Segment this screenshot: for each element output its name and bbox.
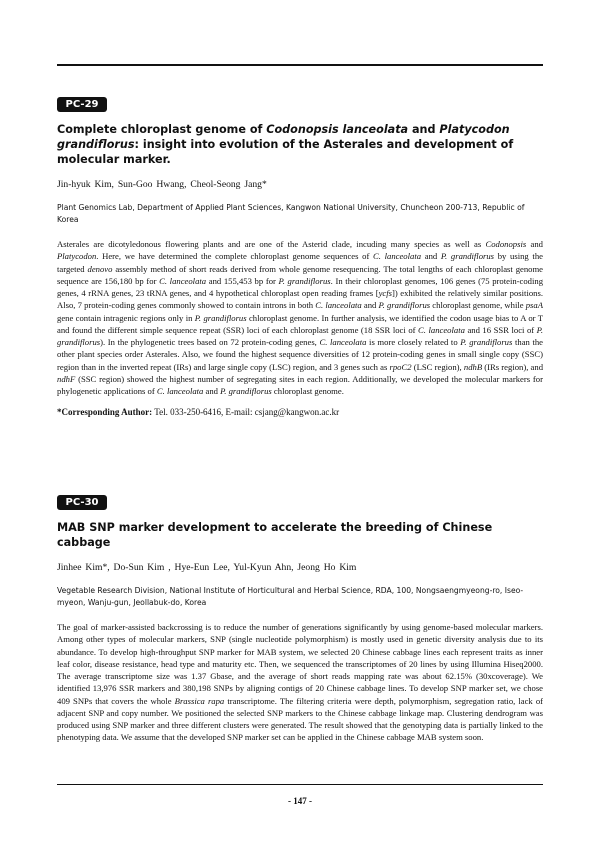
abstract-title bbox=[57, 122, 543, 167]
text-run: (IRs region), and bbox=[482, 361, 544, 372]
text-run: . In their chloroplast genomes, 106 genes (75 protein-coding genes, 4 rRNA genes, 23 tRNA genes, and 4 hypothetical chloroplast open reading frames [ bbox=[57, 275, 544, 298]
corresponding-author-label: *Corresponding Author: bbox=[57, 407, 153, 418]
italic-term: ycfs bbox=[378, 288, 392, 298]
italic-term: ndhF bbox=[57, 373, 76, 384]
text-run: chloroplast genome. bbox=[271, 386, 344, 396]
text-run: MAB SNP marker development to accelerate the breeding of Chinese cabbage bbox=[57, 521, 493, 549]
text-run: (SSC region) showed the highest number of segregating sites in each region. Additionally, we developed the molecular markers for phylogenetic applications of bbox=[57, 373, 543, 396]
text-run: chloroplast genome, while bbox=[430, 300, 526, 311]
bottom-rule bbox=[57, 784, 543, 785]
italic-term: C. lanceolata bbox=[418, 324, 465, 335]
text-run: is more closely related to bbox=[366, 337, 461, 347]
corresponding-author-contact: Tel. 033-250-6416, E-mail: csjang@kangwon.ac.kr bbox=[154, 407, 340, 418]
abstract-authors: Jin-hyuk Kim, Sun-Goo Hwang, Cheol-Seong Jang* bbox=[57, 179, 267, 190]
italic-term: denovo bbox=[87, 263, 113, 274]
italic-term: Codonopsis lanceolata bbox=[266, 123, 409, 136]
text-run: Asterales are dicotyledonous flowering plants and are one of the Asterid clade, incuding many species as well as bbox=[57, 239, 486, 249]
corresponding-author bbox=[57, 407, 543, 417]
text-run: by using the targeted bbox=[57, 251, 543, 274]
text-run: chloroplast genome. In further analysis, we identified the codon usage bias to A or T and found the different simple sequence repeat (SSR) loci of each chloroplast genome (18 SSR loci of bbox=[57, 312, 543, 335]
top-rule bbox=[57, 64, 543, 66]
italic-term: Brassica rapa bbox=[174, 695, 225, 706]
abstract-authors: Jinhee Kim*, Do-Sun Kim , Hye-Eun Lee, Yul-Kyun Ahn, Jeong Ho Kim bbox=[57, 562, 357, 573]
italic-term: P. grandiflorus bbox=[440, 251, 495, 262]
abstract-affiliation: Plant Genomics Lab, Department of Applied Plant Sciences, Kangwon National University, Chuncheon 200-713, Republic of Korea bbox=[57, 203, 525, 224]
abstract-affiliation: Vegetable Research Division, National Institute of Horticultural and Herbal Science, RDA, 100, Nongsaengmyeong-ro, Iseo-myeon, Wanju-gun, Jeollabuk-do, Korea bbox=[57, 586, 524, 607]
text-run: gene contain intragenic regions only in bbox=[57, 312, 195, 323]
italic-term: P. grandiflorus bbox=[220, 386, 272, 396]
italic-term: Platycodon grandiflorus bbox=[57, 123, 510, 151]
italic-term: P. grandiflorus bbox=[194, 312, 247, 323]
abstract-code-badge: PC-29 bbox=[57, 97, 107, 112]
italic-term: C. lanceolata bbox=[156, 386, 204, 396]
italic-term: ndhB bbox=[463, 361, 483, 372]
italic-term: P. grandiflorus bbox=[57, 324, 543, 347]
text-run: (LSC region), bbox=[411, 361, 464, 372]
text-run: ). In the phylogenetic trees based on 72 protein-coding genes, bbox=[100, 337, 320, 347]
abstract-body bbox=[57, 238, 543, 397]
text-run: and bbox=[203, 386, 221, 396]
text-run: and bbox=[526, 239, 543, 249]
text-run: The goal of marker-assisted backcrossing is to reduce the number of generations significantly by using genome-based molecular markers. Among other types of molecular markers, SNP (single nucleotide polymorphism) is mostly used in genetic diversity analysis due to its abundance. To develop high-throughput SNP marker for MAB system, we selected 20 Chinese cabbage lines each represent traits as inner leaf color, disease resistance, head type and maturity etc. Then, we sequenced the transcriptomes of 20 lines by using Illumina Hiseq2000. The average transcriptome size was 1.37 Gbase, and the average of short reads mapping rate was about 62.15% (30xcoverage). We identified 13,976 SSR markers and 380,198 SNPs by aligning contigs of 20 Chinese cabbage lines. To develop SNP marker set, we chose 409 SNPs that covers the whole bbox=[57, 622, 543, 706]
italic-term: C. lanceolata bbox=[373, 251, 422, 262]
italic-term: Platycodon bbox=[57, 251, 97, 262]
italic-term: P. grandiflorus bbox=[278, 275, 331, 286]
text-run: Complete chloroplast genome of bbox=[57, 123, 267, 136]
text-run: and 16 SSR loci of bbox=[464, 324, 537, 335]
text-run: and bbox=[408, 123, 440, 136]
italic-term: C. lanceolata bbox=[319, 337, 367, 347]
text-run: ]) exhibited the relatively similar positions. Also, 7 protein-coding genes commonly showed to contain introns in both bbox=[57, 288, 543, 311]
italic-term: psaA bbox=[525, 300, 543, 311]
abstract-pc-29 bbox=[57, 94, 543, 417]
text-run: transcriptome. The filtering criteria were depth, polymorphism, segregation ratio, lack of adjacent SNP and copy number. We positioned the selected SNP markers to the Chinese cabbage linkage map. Clustering dendrogram was produced using SNP marker and three different clusters were generated. The result showed that the genotyping data is partially linked to the phenotyping data. We assume that the developed SNP marker set can be applied in the Chinese cabbage MAB system soon. bbox=[57, 695, 544, 743]
text-run: . Here, we have determined the complete chloroplast genome sequences of bbox=[96, 251, 374, 262]
italic-term: rpoC2 bbox=[389, 361, 412, 372]
italic-term: P. grandiflorus bbox=[378, 300, 431, 311]
italic-term: P. grandiflorus bbox=[460, 337, 513, 347]
text-run: than the other plant species order Asterales. Also, we found the highest sequence diversities of 12 protein-coding genes in small single copy (SSC) region than in the inverted repeat (IRs) and large single copy (LSC) region, and 3 genes such as bbox=[57, 337, 544, 372]
page-number: - 147 - bbox=[288, 796, 312, 806]
text-run: and bbox=[421, 251, 441, 262]
text-run: and 155,453 bp for bbox=[206, 275, 279, 286]
abstract-pc-30 bbox=[57, 492, 543, 744]
abstract-title bbox=[57, 520, 543, 550]
abstract-body bbox=[57, 621, 543, 744]
text-run: assembly method of short reads derived from whole genome resequencing. The total lengths of each chloroplast genome sequence are 156,180 bp for bbox=[57, 263, 543, 286]
italic-term: Codonopsis bbox=[485, 239, 527, 249]
text-run: : insight into evolution of the Asterales and development of molecular marker. bbox=[57, 138, 514, 166]
text-run: and bbox=[361, 300, 379, 311]
italic-term: C. lanceolata bbox=[159, 275, 207, 286]
abstract-code-badge: PC-30 bbox=[57, 495, 107, 510]
italic-term: C. lanceolata bbox=[315, 300, 362, 311]
